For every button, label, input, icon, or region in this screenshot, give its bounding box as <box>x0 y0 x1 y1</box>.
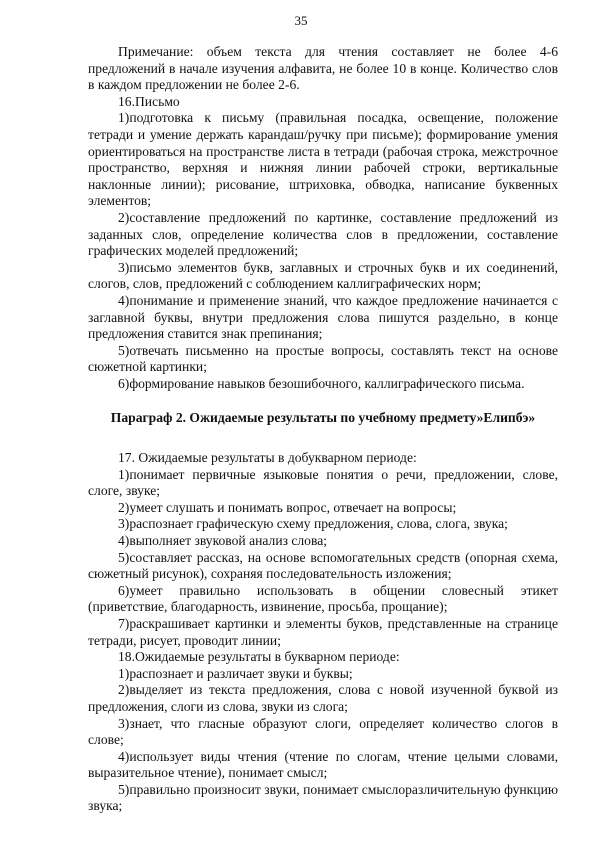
section-heading: Параграф 2. Ожидаемые результаты по учебному предмету»Елипбэ» <box>110 410 536 425</box>
list-item: 3)письмо элементов букв, заглавных и строчных букв и их соединений, слогов, слов, предложений с соблюдением каллиграфических норм; <box>88 259 558 292</box>
section-18-title: 18.Ожидаемые результаты в букварном периоде: <box>118 649 400 665</box>
list-item: 4)выполняет звуковой анализ слова; <box>118 532 328 548</box>
section-17-title: 17. Ожидаемые результаты в добукварном периоде: <box>118 450 417 465</box>
list-item: 6)формирование навыков безошибочного, каллиграфического письма. <box>118 375 525 391</box>
list-item: 5)составляет рассказ, на основе вспомогательных средств (опорная схема, сюжетный рисунок), сохраняя последовательность изложения; <box>88 549 558 582</box>
section-16-title: 16.Письмо <box>118 93 180 109</box>
list-item: 6)умеет правильно использовать в общении словесный этикет (приветствие, благодарность, извинение, просьба, прощание); <box>88 582 558 615</box>
list-item: 7)раскрашивает картинки и элементы буков, представленные на странице тетради, рисует, проводит линии; <box>88 615 558 648</box>
list-item: 1)распознает и различает звуки и буквы; <box>118 665 353 681</box>
list-item: 3)распознает графическую схему предложения, слова, слога, звука; <box>118 516 508 532</box>
list-item: 3)знает, что гласные образуют слоги, определяет количество слогов в слове; <box>88 715 558 748</box>
expected-results-block <box>88 450 558 815</box>
list-item: 5)правильно произносит звуки, понимает смыслоразличительную функцию звука; <box>88 781 558 814</box>
list-item: 2)умеет слушать и понимать вопрос, отвечает на вопросы; <box>118 499 457 515</box>
list-item: 4)понимание и применение знаний, что каждое предложение начинается с заглавной буквы, внутри предложения слова пишутся раздельно, в конце предложения ставится знак препинания; <box>88 292 558 342</box>
page-number: 35 <box>294 13 308 28</box>
list-item: 2)составление предложений по картинке, составление предложений из заданных слов, определение количества слов в предложении, составление графических моделей предложений; <box>88 209 558 259</box>
list-item: 5)отвечать письменно на простые вопросы, составлять текст на основе сюжетной картинки; <box>88 342 558 375</box>
note-paragraph: Примечание: объем текста для чтения составляет не более 4-6 предложений в начале изучения алфавита, не более 10 в конце. Количество слов в каждом предложении не более 2-6. <box>88 44 558 93</box>
list-item: 4)использует виды чтения (чтение по слогам, чтение целыми словами, выразительное чтение), понимает смысл; <box>88 748 558 781</box>
list-item: 2)выделяет из текста предложения, слова с новой изученной буквой из предложения, слоги из слова, звуки из слога; <box>88 682 558 714</box>
curriculum-content-block <box>88 44 558 392</box>
list-item: 1)понимает первичные языковые понятия о речи, предложении, слове, слоге, звуке; <box>88 466 558 499</box>
list-item: 1)подготовка к письму (правильная посадка, освещение, положение тетради и умение держать карандаш/ручку при письме); формирование умения ориентироваться на пространстве листа в тетради (рабочая строка, межстрочное пространство, верхняя и нижняя линии рабочей строки, вертикальные наклонные линии); рисование, штриховка, обводка, написание буквенных элементов; <box>88 110 558 209</box>
